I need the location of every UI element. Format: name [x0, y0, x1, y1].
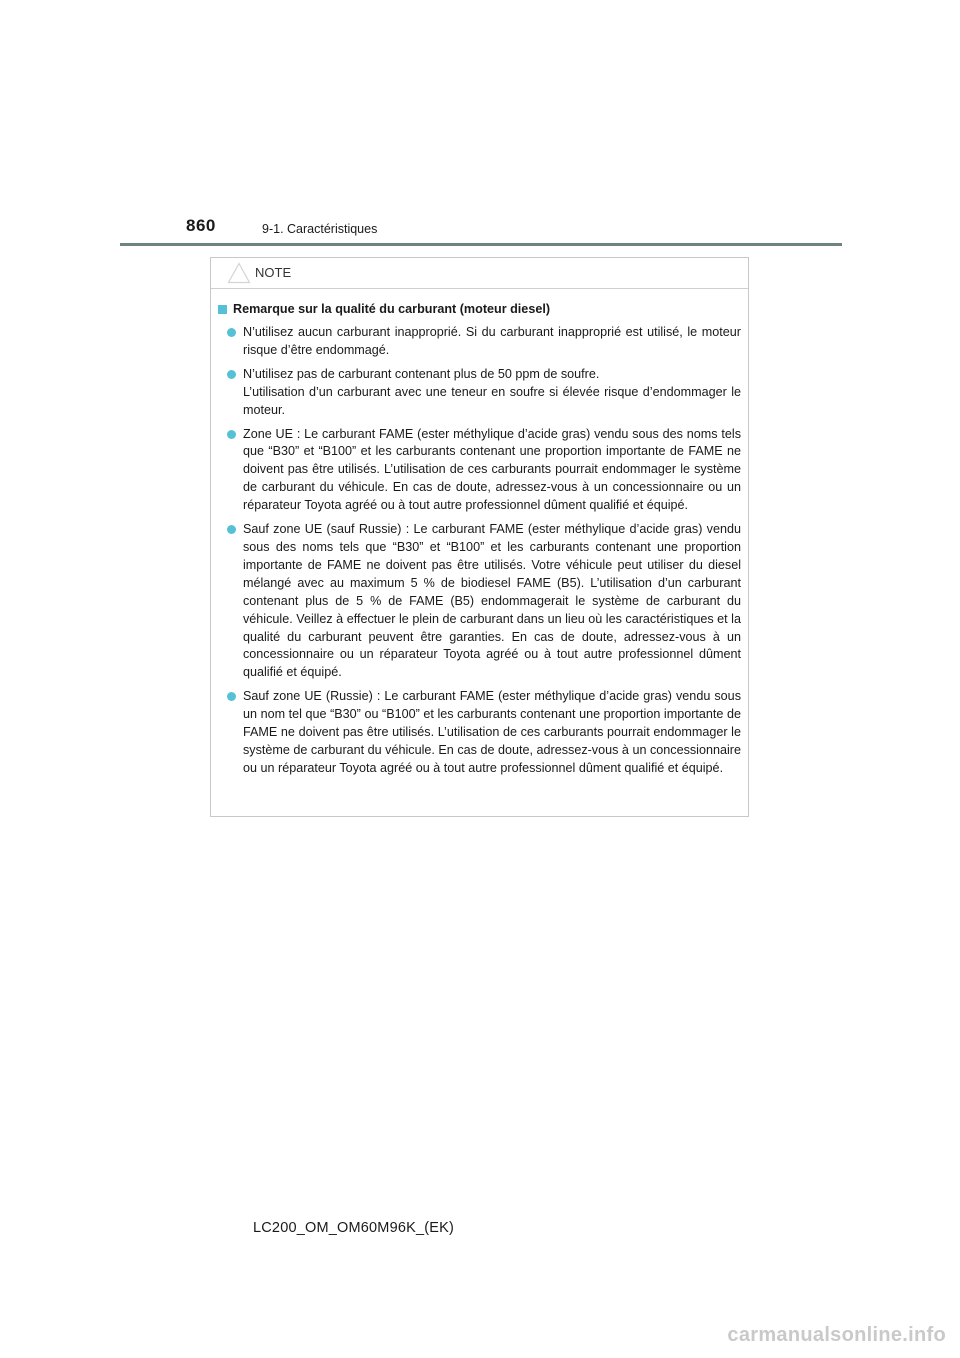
bullet-item	[218, 688, 741, 778]
bullet-text: Zone UE : Le carburant FAME (ester méthylique d’acide gras) vendu sous des noms tels que “B30” et “B100” et les carburants contenant une proportion importante de FAME ne doivent pas être utilisés. L’utilisation de ces carburants pourrait endommager le système de carburant du véhicule. En cas de doute, adressez-vous à un concessionnaire ou un réparateur Toyota agréé ou à tout autre professionnel dûment qualifié et équipé.	[243, 426, 741, 513]
note-subheading	[218, 301, 741, 318]
note-box	[210, 257, 749, 817]
square-bullet-icon	[218, 305, 227, 314]
bullet-text: L’utilisation d’un carburant avec une teneur en soufre si élevée risque d’endommager le moteur.	[243, 384, 741, 417]
round-bullet-icon	[227, 692, 236, 701]
round-bullet-icon	[227, 370, 236, 379]
bullet-item	[218, 521, 741, 682]
note-subheading-text: Remarque sur la qualité du carburant (moteur diesel)	[233, 302, 551, 316]
note-header	[211, 258, 748, 289]
bullet-text: Sauf zone UE (Russie) : Le carburant FAME (ester méthylique d’acide gras) vendu sous un nom tel que “B30” ou “B100” et les carburants contenant une proportion importante de FAME ne doivent pas être utilisés. L’utilisation de ces carburants pourrait endommager le système de carburant du véhicule. En cas de doute, adressez-vous à un concessionnaire ou un réparateur Toyota agréé ou à tout autre professionnel dûment qualifié et équipé.	[243, 689, 741, 775]
footer-code: LC200_OM_OM60M96K_(EK)	[253, 1220, 455, 1236]
header-rule	[120, 243, 842, 246]
round-bullet-icon	[227, 525, 236, 534]
note-body	[211, 289, 748, 778]
bullet-item	[218, 366, 741, 420]
bullet-text: N’utilisez aucun carburant inapproprié. Si du carburant inapproprié est utilisé, le moteur risque d’être endommagé.	[243, 325, 741, 357]
round-bullet-icon	[227, 430, 236, 439]
page-number: 860	[186, 216, 216, 235]
warning-triangle-icon	[227, 262, 251, 284]
bullet-text: N’utilisez pas de carburant contenant plus de 50 ppm de soufre.	[243, 366, 600, 381]
note-label: NOTE	[255, 265, 292, 280]
bullet-item	[218, 426, 741, 516]
round-bullet-icon	[227, 328, 236, 337]
bullet-item	[218, 324, 741, 360]
bullet-text: Sauf zone UE (sauf Russie) : Le carburant FAME (ester méthylique d’acide gras) vendu sous des noms tels que “B30” et “B100” et les carburants contenant une proportion importante de FAME ne doivent pas être utilisés. Votre véhicule peut utiliser du diesel mélangé avec au maximum 5 % de biodiesel FAME (B5). L’utilisation d’un carburant contenant plus de 5 % de FAME (B5) endommagerait le système de carburant du véhicule. Veillez à effectuer le plein de carburant dans un lieu où les caractéristiques et la qualité du carburant peuvent être garanties. En cas de doute, adressez-vous à un concessionnaire ou un réparateur Toyota agréé ou à tout autre professionnel dûment qualifié et équipé.	[243, 522, 741, 680]
watermark[interactable]: carmanualsonline.info	[727, 1324, 946, 1346]
section-title: 9-1. Caractéristiques	[262, 222, 378, 236]
